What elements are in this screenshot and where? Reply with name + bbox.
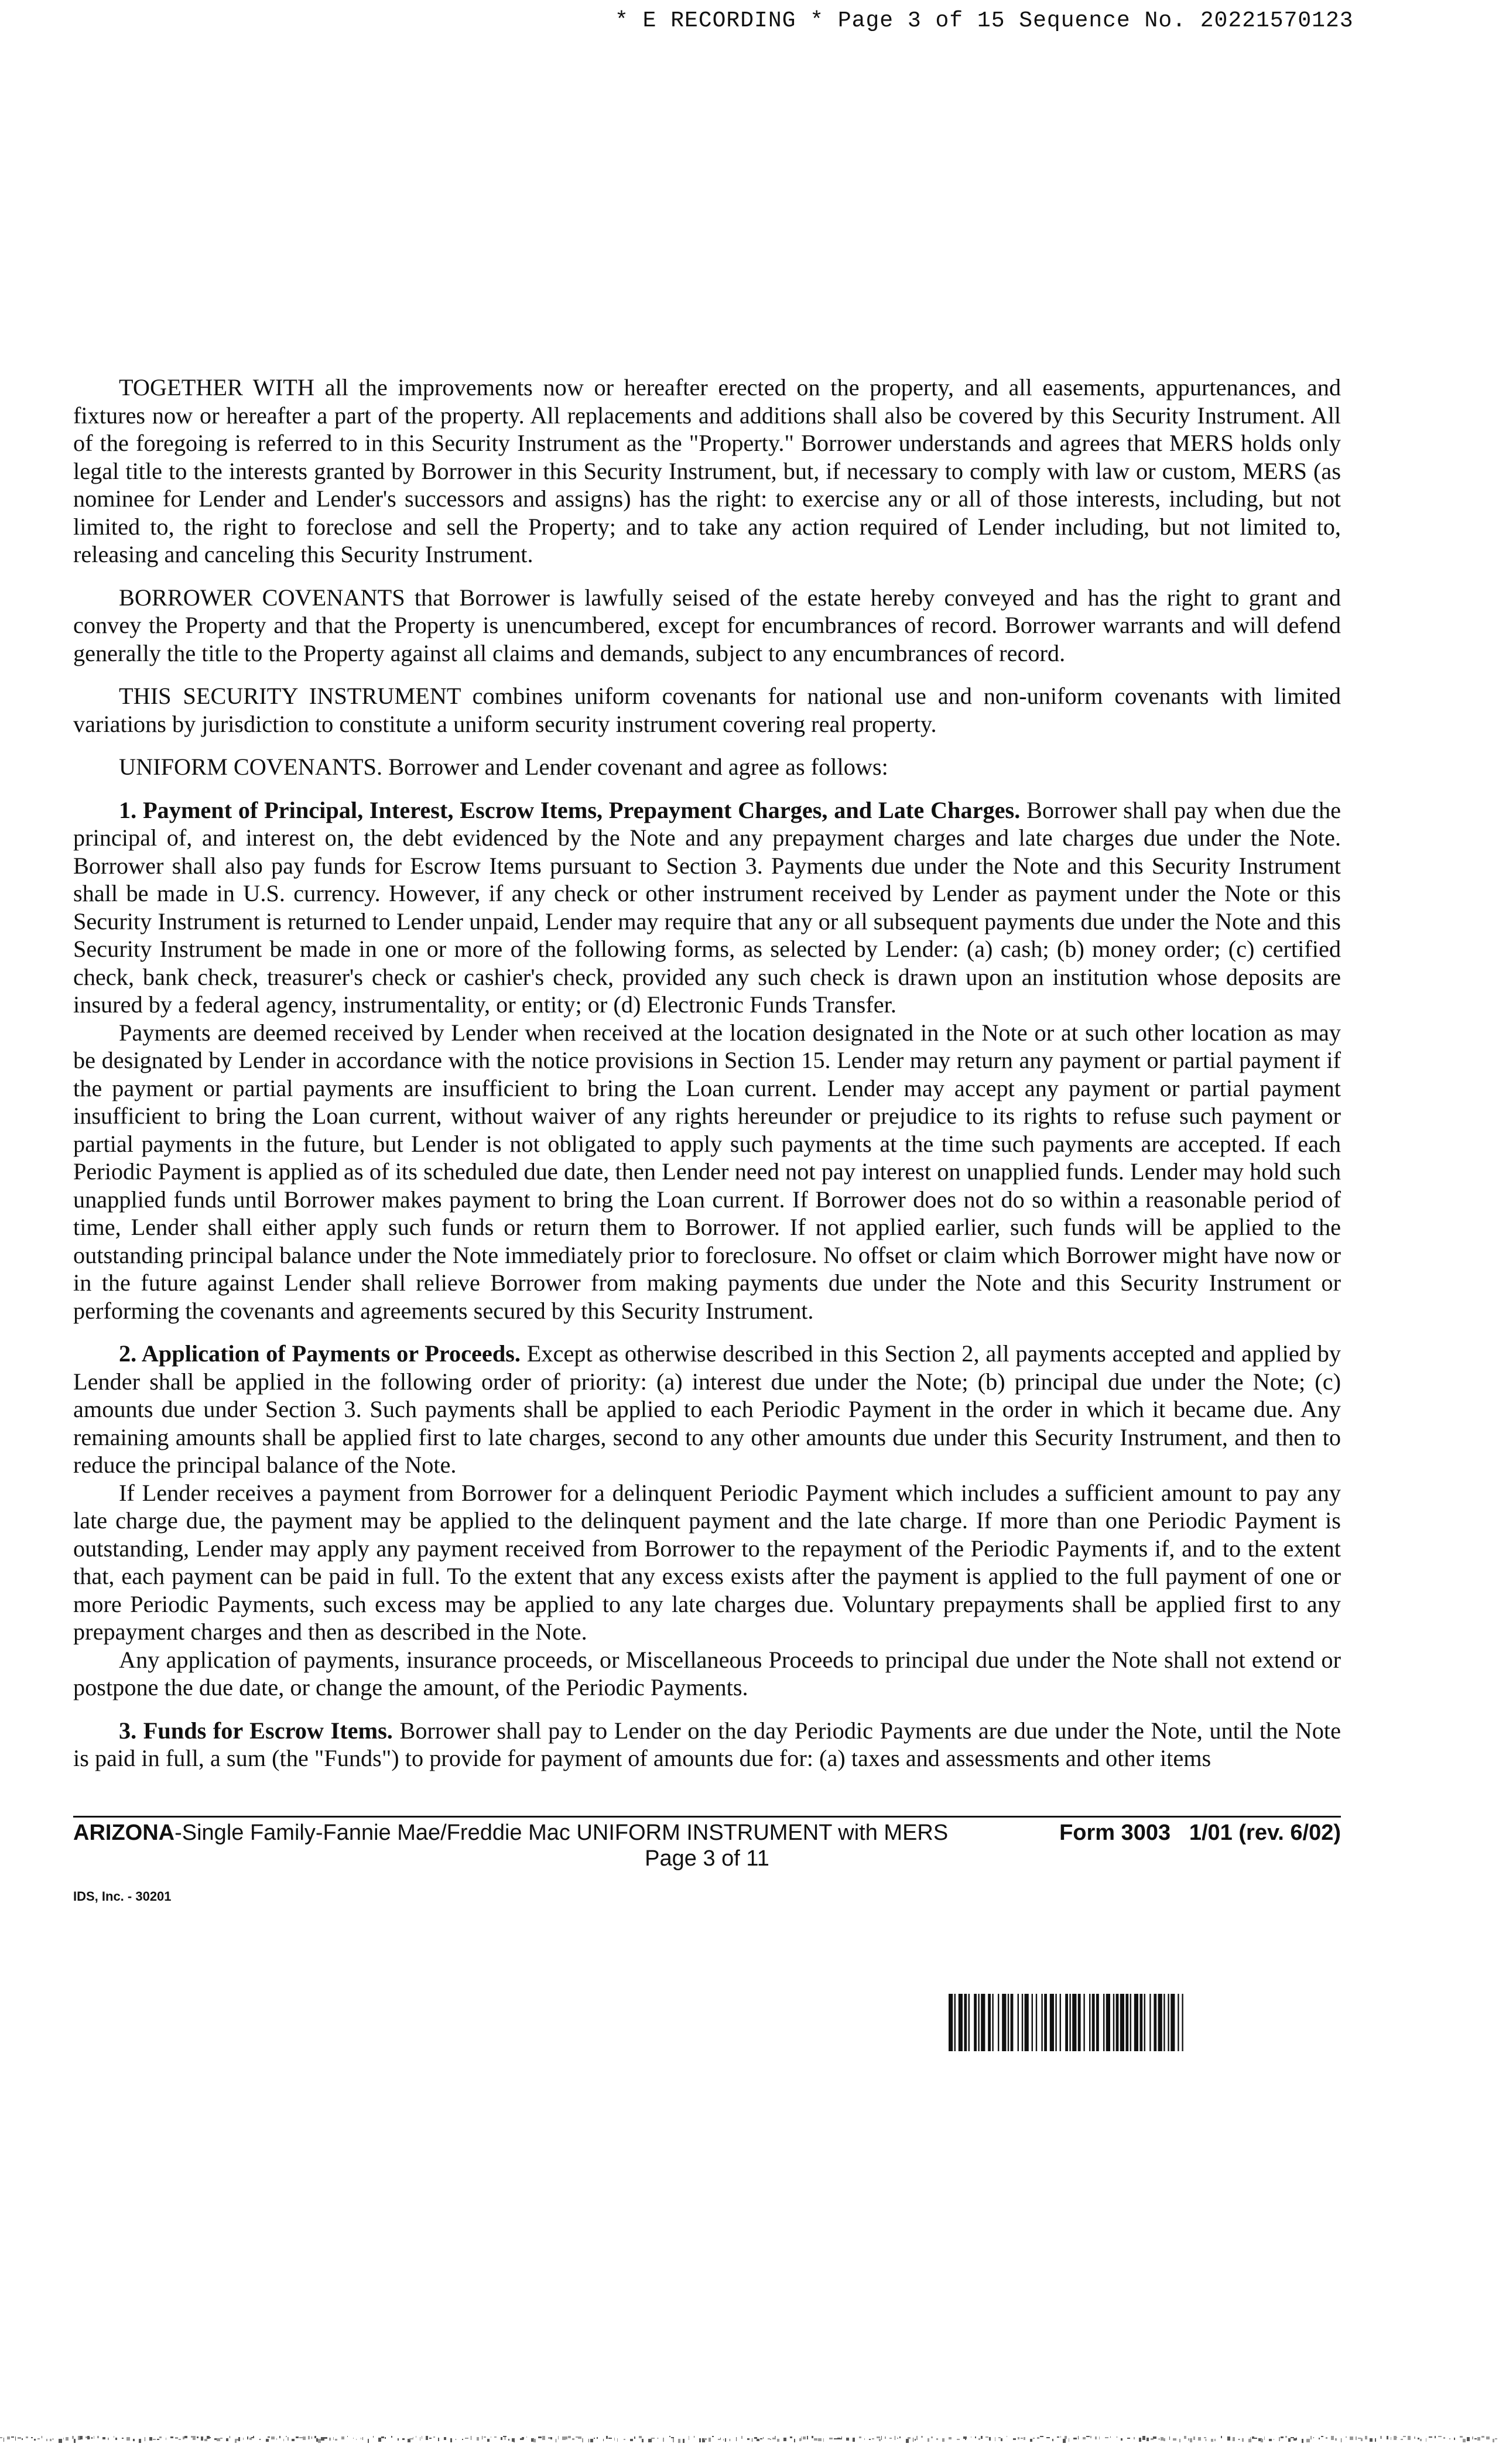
paragraph-uniform-covenants: UNIFORM COVENANTS. Borrower and Lender covenant and agree as follows:	[119, 754, 888, 780]
section-2-heading: 2. Application of Payments or Proceeds.	[119, 1340, 521, 1367]
document-body	[73, 374, 1341, 1772]
paragraph-security-instrument: THIS SECURITY INSTRUMENT combines uniform covenants for national use and non-uniform covenants with limited variations by jurisdiction to constitute a uniform security instrument covering real property.	[73, 683, 1341, 737]
section-1-payments-received: Payments are deemed received by Lender when received at the location designated in the Note or at such other location as may be designated by Lender in accordance with the notice provisions in Section 15. Lender may return any payment or partial payment if the payment or partial payments are insufficient to bring the Loan current. Lender may accept any payment or partial payment insufficient to bring the Loan current, without waiver of any rights hereunder or prejudice to its rights to refuse such payment or partial payments in the future, but Lender is not obligated to apply such payments at the time such payments are accepted. If each Periodic Payment is applied as of its scheduled due date, then Lender need not pay interest on unapplied funds. Lender may hold such unapplied funds until Borrower makes payment to bring the Loan current. If Borrower does not do so within a reasonable period of time, Lender shall either apply such funds or return them to Borrower. If not applied earlier, such funds will be applied to the outstanding principal balance under the Note immediately prior to foreclosure. No offset or claim which Borrower might have now or in the future against Lender shall relieve Borrower from making payments due under the Note and this Security Instrument or performing the covenants and agreements secured by this Security Instrument.	[73, 1019, 1341, 1324]
section-2-delinquent: If Lender receives a payment from Borrower for a delinquent Periodic Payment which includes a sufficient amount to pay any late charge due, the payment may be applied to the delinquent payment and the late charge. If more than one Periodic Payment is outstanding, Lender may apply any payment received from Borrower to the repayment of the Periodic Payments if, and to the extent that, each payment can be paid in full. To the extent that any excess exists after the payment is applied to the full payment of one or more Periodic Payments, such excess may be applied to any late charges due. Voluntary prepayments shall be applied first to any prepayment charges and then as described in the Note.	[73, 1479, 1341, 1645]
section-1-payment: 1. Payment of Principal, Interest, Escrow Items, Prepayment Charges, and Late Charges. Borrower shall pay when due the principal of, and interest on, the debt evidenced by the Note and any prepayment charges and late charges due under the Note. Borrower shall also pay funds for Escrow Items pursuant to Section 3. Payments due under the Note and this Security Instrument shall be made in U.S. currency. However, if any check or other instrument received by Lender as payment under the Note or this Security Instrument is returned to Lender unpaid, Lender may require that any or all subsequent payments due under the Note and this Security Instrument be made in one or more of the following forms, as selected by Lender: (a) cash; (b) money order; (c) certified check, bank check, treasurer's check or cashier's check, provided any such check is drawn upon an institution whose deposits are insured by a federal agency, instrumentality, or entity; or (d) Electronic Funds Transfer.	[73, 796, 1341, 1018]
scan-edge-noise	[0, 2436, 1499, 2444]
recording-header: * E RECORDING * Page 3 of 15 Sequence No. 20221570123	[615, 8, 1354, 33]
barcode-image	[949, 1994, 1332, 2051]
section-1-heading: 1. Payment of Principal, Interest, Escrow Items, Prepayment Charges, and Late Charges.	[119, 796, 1021, 823]
section-3-escrow: 3. Funds for Escrow Items. Borrower shall pay to Lender on the day Periodic Payments are due under the Note, until the Note is paid in full, a sum (the "Funds") to provide for payment of amounts due for: (a) taxes and assessments and other items	[73, 1717, 1341, 1771]
section-3-heading: 3. Funds for Escrow Items.	[119, 1717, 393, 1744]
form-footer	[73, 1816, 1341, 1905]
section-2-application-note: Any application of payments, insurance proceeds, or Miscellaneous Proceeds to principal due under the Note shall not extend or postpone the due date, or change the amount, of the Periodic Payments.	[73, 1646, 1341, 1700]
footer-page-number: Page 3 of 11	[645, 1846, 769, 1871]
footer-form-title: ARIZONA-Single Family-Fannie Mae/Freddie Mac UNIFORM INSTRUMENT with MERS	[73, 1820, 949, 1845]
section-2-application: 2. Application of Payments or Proceeds. Except as otherwise described in this Section 2, all payments accepted and applied by Lender shall be applied in the following order of priority: (a) interest due under the Note; (b) principal due under the Note; (c) amounts due under Section 3. Such payments shall be applied to each Periodic Payment in the order in which it became due. Any remaining amounts shall be applied first to late charges, second to any other amounts due under this Security Instrument, and then to reduce the principal balance of the Note.	[73, 1340, 1341, 1478]
paragraph-borrower-covenants: BORROWER COVENANTS that Borrower is lawfully seised of the estate hereby conveyed and has the right to grant and convey the Property and that the Property is unencumbered, except for encumbrances of record. Borrower warrants and will defend generally the title to the Property against all claims and demands, subject to any encumbrances of record.	[73, 584, 1341, 666]
paragraph-together-with: TOGETHER WITH all the improvements now or hereafter erected on the property, and all easements, appurtenances, and fixtures now or hereafter a part of the property. All replacements and additions shall also be covered by this Security Instrument. All of the foregoing is referred to in this Security Instrument as the "Property." Borrower understands and agrees that MERS holds only legal title to the interests granted by Borrower in this Security Instrument, but, if necessary to comply with law or custom, MERS (as nominee for Lender and Lender's successors and assigns) has the right: to exercise any or all of those interests, including, but not limited to, the right to foreclose and sell the Property; and to take any action required of Lender including, but not limited to, releasing and canceling this Security Instrument.	[73, 374, 1341, 567]
footer-vendor-code: IDS, Inc. - 30201	[73, 1889, 172, 1904]
footer-form-number: Form 3003 1/01 (rev. 6/02)	[1059, 1820, 1341, 1845]
